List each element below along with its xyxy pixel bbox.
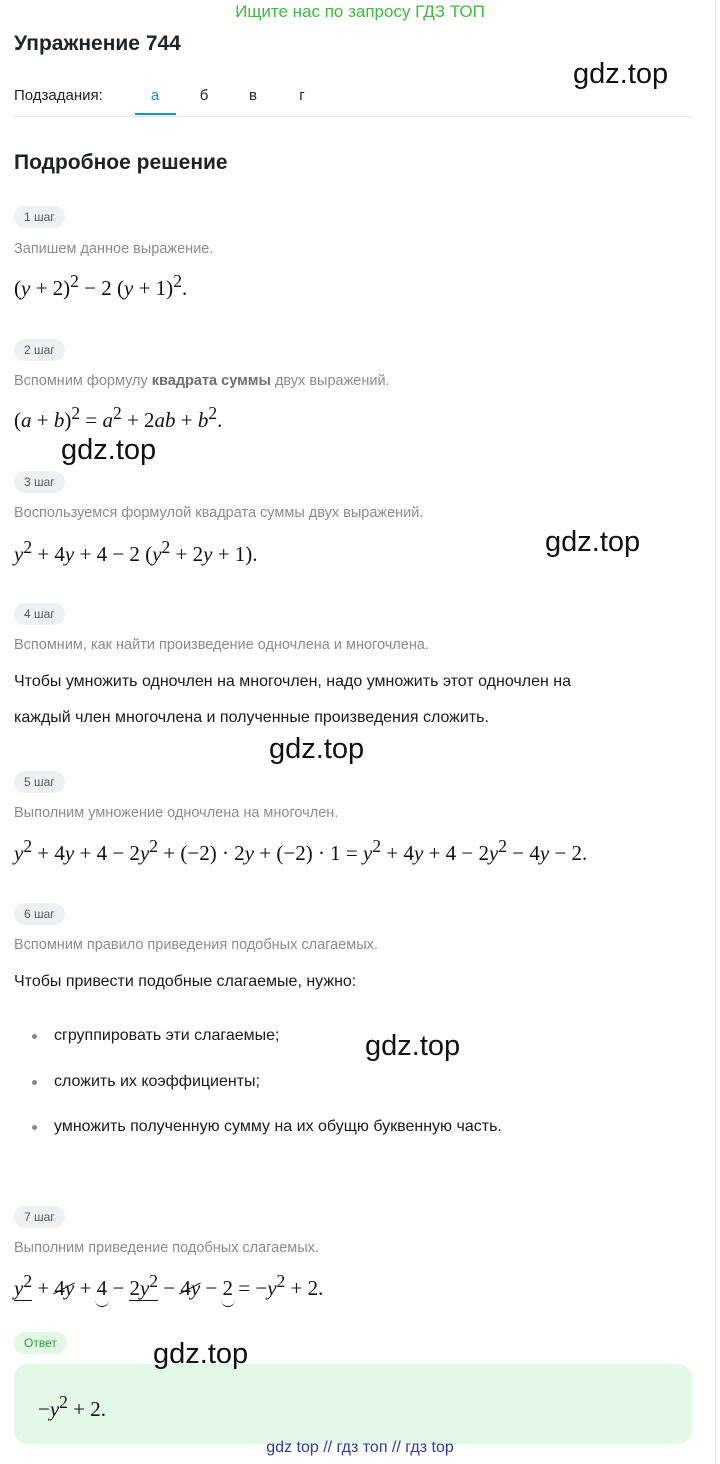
list-item: умножить полученную сумму на их обущю буквенную часть.	[54, 1118, 502, 1135]
step-badge-7: 7 шаг	[14, 1206, 65, 1228]
watermark: gdz.top	[269, 733, 365, 765]
subtasks-label: Подзадания:	[14, 87, 103, 104]
tab-g[interactable]: г	[299, 87, 305, 104]
list-item: сгруппировать эти слагаемые;	[54, 1027, 280, 1044]
rule-text-line-1: Чтобы умножить одночлен на многочлен, надо умножить этот одночлен на	[14, 673, 571, 690]
answer-box	[14, 1364, 692, 1444]
page-edge-rule	[715, 0, 716, 1464]
tab-v[interactable]: в	[249, 87, 257, 104]
tab-b[interactable]: б	[199, 87, 209, 104]
footer-links[interactable]: gdz top // гдз топ // гдз top	[266, 1439, 454, 1456]
watermark: gdz.top	[365, 1030, 461, 1062]
formula-step-5: $y^2 + 4y + 4 - 2y^2 + (-2) \cdot 2y + (-2) \cdot 1 = y^2 + 4y + 4 - 2y^2 - 4y - 2$.	[14, 836, 588, 865]
watermark: gdz.top	[545, 526, 641, 558]
search-banner[interactable]: Ищите нас по запросу ГДЗ ТОП	[235, 2, 485, 21]
exercise-title: Упражнение 744	[14, 32, 181, 55]
step-hint-6: Вспомним правило приведения подобных слагаемых.	[14, 937, 378, 953]
answer-badge: Ответ	[14, 1332, 67, 1354]
step-badge-4: 4 шаг	[14, 603, 65, 625]
bullet-icon	[32, 1034, 37, 1039]
watermark: gdz.top	[61, 434, 157, 466]
formula-step-7: $y^2 + 4y + 4 - 2y^2 - 4y - 2 = -y^2 + 2$.	[14, 1271, 324, 1300]
formula-step-2: $(a + b)^2 = a^2 + 2ab + b^2$.	[14, 403, 223, 432]
bullet-icon	[32, 1125, 37, 1130]
solution-title: Подробное решение	[14, 151, 228, 174]
step-hint-7: Выполним приведение подобных слагаемых.	[14, 1240, 319, 1256]
step-badge-5: 5 шаг	[14, 771, 65, 793]
watermark: gdz.top	[573, 58, 669, 90]
formula-step-1: $(y + 2)^2 - 2$ $(y + 1)^2$.	[14, 271, 188, 300]
step-hint-5: Выполним умножение одночлена на многочлен.	[14, 805, 339, 821]
answer-formula: $-y^2 + 2$.	[38, 1392, 107, 1421]
divider	[14, 116, 692, 117]
formula-step-3: $y^2 + 4y + 4 - 2$ $(y^2 + 2y + 1)$.	[14, 537, 258, 566]
rule-text: Чтобы привести подобные слагаемые, нужно:	[14, 973, 357, 990]
step-hint-1: Запишем данное выражение.	[14, 241, 214, 257]
step-badge-2: 2 шаг	[14, 339, 65, 361]
list-item: сложить их коэффициенты;	[54, 1073, 260, 1090]
step-badge-1: 1 шаг	[14, 206, 65, 228]
watermark: gdz.top	[153, 1338, 249, 1370]
bullet-icon	[32, 1080, 37, 1085]
step-hint-3: Воспользуемся формулой квадрата суммы двух выражений.	[14, 505, 424, 521]
step-badge-6: 6 шаг	[14, 903, 65, 925]
step-hint-2: Вспомним формулу квадрата суммы двух выражений.	[14, 373, 390, 389]
tab-a[interactable]: а	[150, 87, 160, 104]
active-tab-indicator	[135, 113, 176, 115]
step-hint-4: Вспомним, как найти произведение одночлена и многочлена.	[14, 637, 429, 653]
step-badge-3: 3 шаг	[14, 471, 65, 493]
rule-text-line-2: каждый член многочлена и полученные произведения сложить.	[14, 709, 489, 726]
